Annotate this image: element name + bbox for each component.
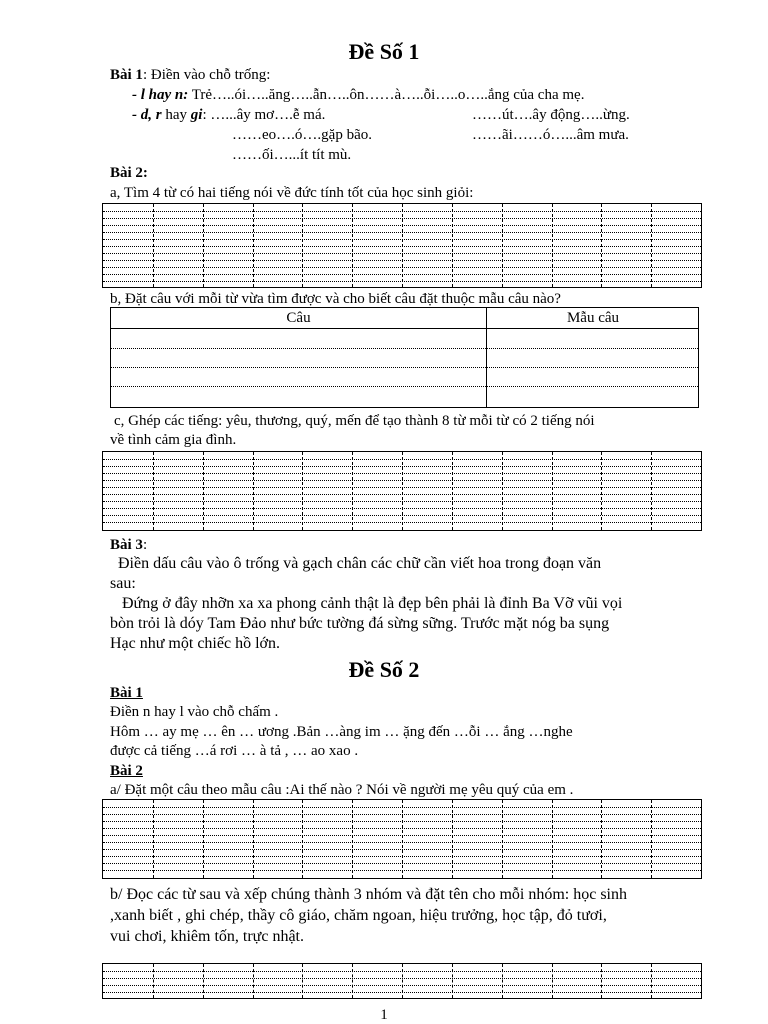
grid-column-line: [153, 800, 154, 878]
grid-column-line: [302, 452, 303, 530]
grid-column-line: [302, 800, 303, 878]
grid-column-line: [253, 452, 254, 530]
de2-bai2-b-line2: ,xanh biết , ghi chép, thầy cô giáo, chăm ngoan, hiệu trưởng, học tập, đỏ tươi,: [110, 907, 607, 924]
d-r-line1-right: ……út….ây động…..ừng.: [472, 107, 630, 123]
de1-bai2-c-line2: về tình cảm gia đình.: [110, 432, 237, 448]
de1-bai1-instruction: : Điền vào chỗ trống:: [142, 67, 271, 83]
grid-column-line: [601, 452, 602, 530]
grid-column-line: [651, 452, 652, 530]
de2-bai2-b-line1: b/ Đọc các từ sau và xếp chúng thành 3 nhóm và đặt tên cho mỗi nhóm: học sinh: [110, 886, 627, 903]
grid-column-line: [203, 964, 204, 998]
grid-column-line: [552, 800, 553, 878]
answer-table-header-rule: [111, 328, 698, 329]
grid-column-line: [452, 204, 453, 287]
de1-bai2-c-line1: c, Ghép các tiếng: yêu, thương, quý, mến để tạo thành 8 từ mỗi từ có 2 tiếng nói: [114, 413, 595, 429]
de2-bai1-instruction: Điền n hay l vào chỗ chấm .: [110, 704, 279, 720]
grid-column-line: [502, 204, 503, 287]
de2-title: Đề Số 2: [348, 657, 420, 682]
grid-column-line: [651, 204, 652, 287]
de2-bai2-a: a/ Đặt một câu theo mẫu câu :Ai thế nào ? Nói về người mẹ yêu quý của em .: [110, 782, 574, 798]
de2-bai1-line2: được cả tiếng …á rơi … à tả , … ao xao .: [110, 743, 359, 759]
grid-column-line: [601, 204, 602, 287]
writing-grid-3: [102, 799, 702, 879]
de1-bai3-label: Bài 3: [110, 537, 143, 553]
de1-bai2-b: b, Đặt câu với mỗi từ vừa tìm được và cho biết câu đặt thuộc mẫu câu nào?: [110, 291, 561, 307]
grid-column-line: [253, 800, 254, 878]
l-n-label: - l hay n:: [132, 87, 189, 103]
grid-column-line: [153, 964, 154, 998]
de1-bai1-heading: [110, 66, 270, 84]
de1-bai3-para-line1: Đứng ở đây nhỡn xa xa phong cảnh thật là đẹp bên phải là đỉnh Ba Vỡ vũi vọi: [122, 595, 623, 612]
grid-column-line: [552, 964, 553, 998]
page-number: 1: [380, 1007, 388, 1023]
de1-bai1-label: Bài 1: [110, 67, 143, 83]
table-header-mau-cau: Mẫu câu: [566, 310, 620, 326]
grid-column-line: [352, 964, 353, 998]
de1-bai3-instr-line2: sau:: [110, 575, 136, 592]
grid-column-line: [651, 964, 652, 998]
writing-grid-2: [102, 451, 702, 531]
de2-bai1-label: Bài 1: [110, 685, 143, 701]
grid-column-line: [452, 800, 453, 878]
grid-column-line: [153, 204, 154, 287]
de2-bai1-line1: Hôm … ay mẹ … ên … ương .Bản …àng im … ặng đến …ỗi … ắng …nghe: [110, 724, 573, 740]
de1-bai2-a: a, Tìm 4 từ có hai tiếng nói về đức tính tốt của học sinh giỏi:: [110, 185, 474, 201]
grid-column-line: [253, 964, 254, 998]
de1-bai2-label: Bài 2:: [110, 165, 148, 181]
grid-column-line: [352, 452, 353, 530]
grid-column-line: [502, 800, 503, 878]
grid-column-line: [153, 452, 154, 530]
grid-column-line: [402, 964, 403, 998]
grid-column-line: [601, 800, 602, 878]
grid-column-line: [552, 204, 553, 287]
grid-column-line: [651, 800, 652, 878]
grid-column-line: [402, 204, 403, 287]
grid-column-line: [601, 964, 602, 998]
answer-table-line: [111, 367, 698, 368]
de1-bai3-para-line2: bòn trỏi là dóy Tam Đảo như bức tường đá sừng sững. Trước mặt nóg ba sụng: [110, 615, 610, 632]
writing-grid-1: [102, 203, 702, 288]
grid-column-line: [253, 204, 254, 287]
grid-column-line: [302, 964, 303, 998]
grid-column-line: [402, 452, 403, 530]
grid-column-line: [203, 452, 204, 530]
grid-column-line: [452, 452, 453, 530]
gi-label: gi: [190, 107, 203, 123]
de1-title: Đề Số 1: [348, 39, 420, 64]
grid-column-line: [552, 452, 553, 530]
grid-column-line: [352, 204, 353, 287]
grid-column-line: [352, 800, 353, 878]
hay-word: hay: [161, 107, 191, 123]
d-r-label: - d, r: [132, 107, 162, 123]
grid-column-line: [502, 452, 503, 530]
answer-table-line: [111, 348, 698, 349]
grid-column-line: [203, 204, 204, 287]
grid-column-line: [203, 800, 204, 878]
d-r-line2-left: ……eo….ó….gặp bão.: [232, 127, 372, 143]
d-r-line1-left: : …...ây mơ….ễ má.: [202, 107, 326, 123]
d-r-line3: ……ối…...ít tít mù.: [232, 147, 352, 163]
d-r-line2-right: ……ãi……ó…...âm mưa.: [472, 127, 629, 143]
grid-column-line: [452, 964, 453, 998]
de1-bai3-para-line3: Hạc như một chiếc hồ lớn.: [110, 635, 280, 652]
table-header-cau: Câu: [286, 310, 311, 326]
grid-column-line: [402, 800, 403, 878]
l-n-text: Trẻ…..ói…..ăng…..ẫn…..ôn……à…..ỗi…..o…..ắng của cha mẹ.: [188, 87, 585, 103]
de2-bai2-label: Bài 2: [110, 763, 143, 779]
grid-column-line: [302, 204, 303, 287]
de1-bai3-instr-line1: Điền dấu câu vào ô trống và gạch chân các chữ cần viết hoa trong đoạn văn: [118, 555, 602, 572]
writing-grid-4: [102, 963, 702, 999]
grid-column-line: [502, 964, 503, 998]
answer-table: [110, 307, 699, 408]
de1-bai1-l-n-line: [132, 86, 584, 104]
de1-bai3-colon: :: [142, 537, 148, 553]
answer-table-line: [111, 386, 698, 387]
de1-bai3-heading: [110, 536, 147, 554]
de1-bai1-d-r-gi-line: [132, 106, 325, 124]
de2-bai2-b-line3: vui chơi, khiêm tốn, trực nhật.: [110, 928, 304, 945]
